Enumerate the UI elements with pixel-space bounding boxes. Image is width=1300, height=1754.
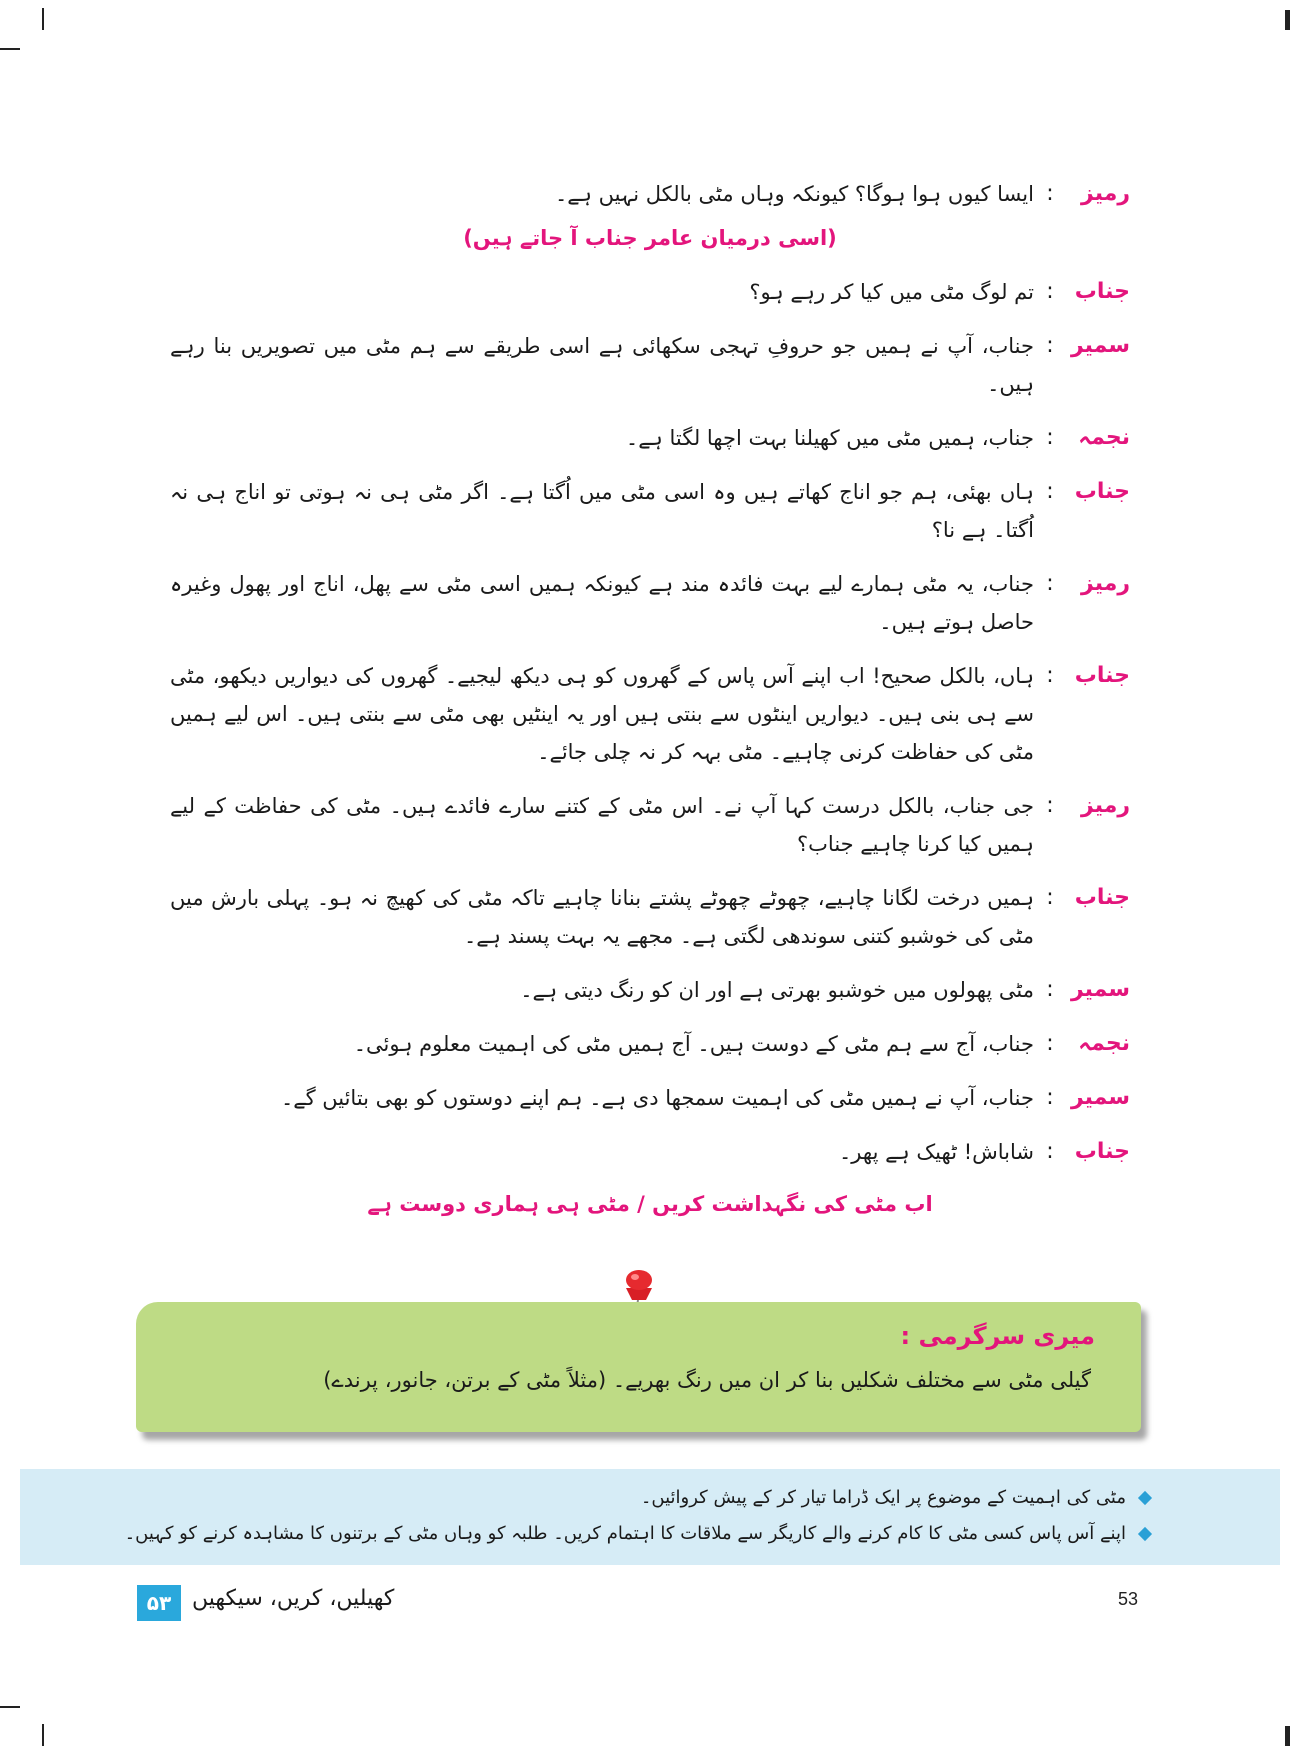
dialogue-text: ہاں، بالکل صحیح! اب اپنے آس پاس کے گھروں کو ہی دیکھ لیجیے۔ گھروں کی دیواریں دیکھو، مٹی سے ہی بنی ہیں۔ دیواریں اینٹوں سے بنتی ہیں اور یہ اینٹیں بھی مٹی سے بنتی ہیں۔ اس لیے ہمیں مٹی کی حفاظت کرنی چاہیے۔ مٹی بہہ کر نہ چلی جائے۔ xyxy=(170,664,1034,764)
diamond-bullet-icon xyxy=(1138,1490,1152,1504)
dialogue-text: جناب، یہ مٹی ہمارے لیے بہت فائدہ مند ہے کیونکہ ہمیں اسی مٹی سے پھل، اناج اور پھول وغیرہ حاصل ہوتے ہیں۔ xyxy=(170,572,1034,634)
diamond-bullet-icon xyxy=(1138,1526,1152,1540)
activity-title: میری سرگرمی : xyxy=(900,1322,1095,1350)
colon: : xyxy=(1046,1085,1054,1110)
speaker-name: سمیر xyxy=(1070,1085,1130,1110)
colon: : xyxy=(1046,181,1054,206)
motto: اب مٹی کی نگہداشت کریں / مٹی ہی ہماری دوست ہے xyxy=(367,1192,933,1216)
teacher-notes xyxy=(20,1469,1280,1565)
dialogue-line xyxy=(170,1133,1130,1171)
activity-box xyxy=(136,1302,1141,1432)
speaker-name: رمیز xyxy=(1081,793,1130,818)
dialogue-text: جناب، آپ نے ہمیں جو حروفِ تہجی سکھائی ہے اسی طریقے سے ہم مٹی میں تصویریں بنا رہے ہیں۔ xyxy=(170,334,1034,396)
colon: : xyxy=(1046,333,1054,358)
note-item xyxy=(125,1523,1150,1544)
speaker-name: جناب xyxy=(1074,279,1130,304)
activity-text: گیلی مٹی سے مختلف شکلیں بنا کر ان میں رنگ بھریے۔ (مثلاً مٹی کے برتن، جانور، پرندے) xyxy=(323,1368,1091,1392)
speaker-name: نجمہ xyxy=(1078,425,1130,450)
dialogue-line xyxy=(170,273,1130,311)
dialogue-line xyxy=(170,879,1130,955)
dialogue-line xyxy=(170,419,1130,457)
speaker-name: نجمہ xyxy=(1078,1031,1130,1056)
colon: : xyxy=(1046,793,1054,818)
dialogue-text: تم لوگ مٹی میں کیا کر رہے ہو؟ xyxy=(749,280,1034,304)
note-item xyxy=(641,1487,1150,1508)
note-text: مٹی کی اہمیت کے موضوع پر ایک ڈراما تیار کر کے پیش کروائیں۔ xyxy=(640,1487,1126,1508)
dialogue-line xyxy=(170,1025,1130,1063)
colon: : xyxy=(1046,977,1054,1002)
dialogue-line xyxy=(170,971,1130,1009)
speaker-name: سمیر xyxy=(1070,333,1130,358)
note-text: اپنے آس پاس کسی مٹی کا کام کرنے والے کاریگر سے ملاقات کا اہتمام کریں۔ طلبہ کو وہاں مٹی کے برتنوں کا مشاہدہ کرنے کو کہیں۔ xyxy=(124,1523,1126,1544)
dialogue-text: ہمیں درخت لگانا چاہیے، چھوٹے چھوٹے پشتے بنانا چاہیے تاکہ مٹی کی کھیچ نہ ہو۔ پہلی بارش میں مٹی کی خوشبو کتنی سوندھی لگتی ہے۔ مجھے یہ بہت پسند ہے۔ xyxy=(170,886,1034,948)
dialogue-text: جی جناب، بالکل درست کہا آپ نے۔ اس مٹی کے کتنے سارے فائدے ہیں۔ مٹی کی حفاظت کے لیے ہمیں کیا کرنا چاہیے جناب؟ xyxy=(170,794,1034,856)
crop-mark xyxy=(42,1724,44,1746)
dialogue-line xyxy=(170,657,1130,771)
dialogue-line xyxy=(170,787,1130,863)
dialogue-text: ایسا کیوں ہوا ہوگا؟ کیونکہ وہاں مٹی بالکل نہیں ہے۔ xyxy=(555,182,1034,206)
speaker-name: رمیز xyxy=(1081,181,1130,206)
crop-mark xyxy=(42,8,44,30)
dialogue xyxy=(170,175,1130,1221)
colon: : xyxy=(1046,663,1054,688)
book-title: کھیلیں، کریں، سیکھیں xyxy=(192,1586,395,1611)
dialogue-text: جناب، آج سے ہم مٹی کے دوست ہیں۔ آج ہمیں مٹی کی اہمیت معلوم ہوئی۔ xyxy=(353,1032,1034,1056)
page-badge: ۵۳ xyxy=(137,1585,181,1621)
dialogue-line xyxy=(170,1079,1130,1117)
speaker-name: جناب xyxy=(1074,1139,1130,1164)
colon: : xyxy=(1046,1139,1054,1164)
crop-mark xyxy=(1285,1726,1290,1746)
speaker-name: جناب xyxy=(1074,479,1130,504)
dialogue-line xyxy=(170,473,1130,549)
page-number: 53 xyxy=(1118,1589,1139,1609)
speaker-name: جناب xyxy=(1074,663,1130,688)
colon: : xyxy=(1046,571,1054,596)
dialogue-line xyxy=(170,565,1130,641)
crop-mark xyxy=(0,1706,20,1708)
dialogue-line xyxy=(170,327,1130,403)
speaker-name: سمیر xyxy=(1070,977,1130,1002)
dialogue-text: ہاں بھئی، ہم جو اناج کھاتے ہیں وہ اسی مٹی میں اُگتا ہے۔ اگر مٹی ہی نہ ہوتی تو اناج ہی نہ اُگتا۔ ہے نا؟ xyxy=(170,480,1034,542)
colon: : xyxy=(1046,425,1054,450)
dialogue-line xyxy=(170,175,1130,213)
crop-mark xyxy=(1285,10,1290,30)
dialogue-text: جناب، ہمیں مٹی میں کھیلنا بہت اچھا لگتا ہے۔ xyxy=(625,426,1034,450)
crop-mark xyxy=(0,48,20,50)
speaker-name: رمیز xyxy=(1081,571,1130,596)
colon: : xyxy=(1046,885,1054,910)
dialogue-text: مٹی پھولوں میں خوشبو بھرتی ہے اور ان کو رنگ دیتی ہے۔ xyxy=(520,978,1034,1002)
speaker-name: جناب xyxy=(1074,885,1130,910)
dialogue-text: جناب، آپ نے ہمیں مٹی کی اہمیت سمجھا دی ہے۔ ہم اپنے دوستوں کو بھی بتائیں گے۔ xyxy=(280,1086,1034,1110)
dialogue-text: شاباش! ٹھیک ہے پھر۔ xyxy=(839,1140,1034,1164)
colon: : xyxy=(1046,1031,1054,1056)
colon: : xyxy=(1046,479,1054,504)
stage-direction: (اسی درمیان عامر جناب آ جاتے ہیں) xyxy=(463,226,837,250)
colon: : xyxy=(1046,279,1054,304)
